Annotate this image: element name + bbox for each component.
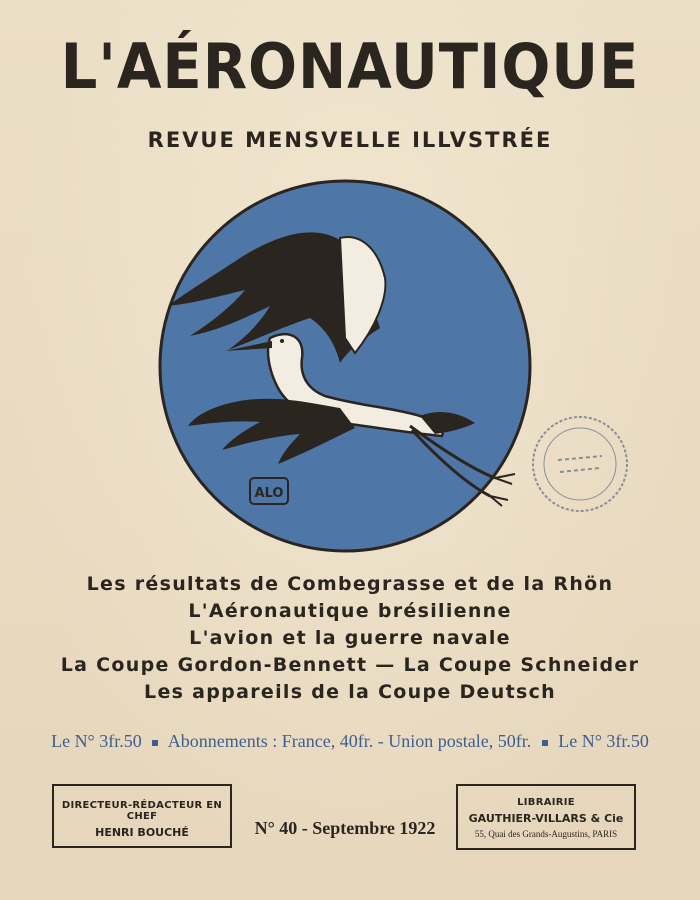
headline: L'Aéronautique brésilienne xyxy=(188,600,512,622)
editor-box xyxy=(52,784,232,848)
editor-role: DIRECTEUR-RÉDACTEUR EN CHEF xyxy=(61,800,223,822)
headline: La Coupe Gordon-Bennett — La Coupe Schneider xyxy=(60,654,640,676)
headline: Les appareils de la Coupe Deutsch xyxy=(144,681,556,703)
stork-eye xyxy=(280,339,284,343)
price-left: Le N° 3fr.50 xyxy=(51,731,142,751)
artist-signature: ALO xyxy=(254,486,284,501)
editor-name: HENRI BOUCHÉ xyxy=(95,826,189,839)
price-line xyxy=(0,731,700,752)
library-stamp xyxy=(528,412,632,516)
issue-number: N° 40 - Septembre 1922 xyxy=(254,818,436,838)
headline: Les résultats de Combegrasse et de la Rhön xyxy=(86,573,614,595)
publisher-address: 55, Quai des Grands-Augustins, PARIS xyxy=(474,829,618,839)
price-right: Le N° 3fr.50 xyxy=(558,731,649,751)
publisher-label: LIBRAIRIE xyxy=(517,797,575,808)
publisher-box xyxy=(456,784,636,850)
stork-illustration xyxy=(150,178,550,558)
bullet-icon xyxy=(542,740,548,746)
subscription-prices: Abonnements : France, 40fr. - Union postale, 50fr. xyxy=(167,731,532,751)
headline-list xyxy=(0,571,700,706)
headline: L'avion et la guerre navale xyxy=(189,627,511,649)
publisher-name: GAUTHIER-VILLARS & Cie xyxy=(468,812,624,825)
bullet-icon xyxy=(152,740,158,746)
magazine-subtitle: REVUE MENSVELLE ILLVSTRÉE xyxy=(147,128,553,152)
magazine-title: L'AÉRONAUTIQUE xyxy=(60,30,640,103)
